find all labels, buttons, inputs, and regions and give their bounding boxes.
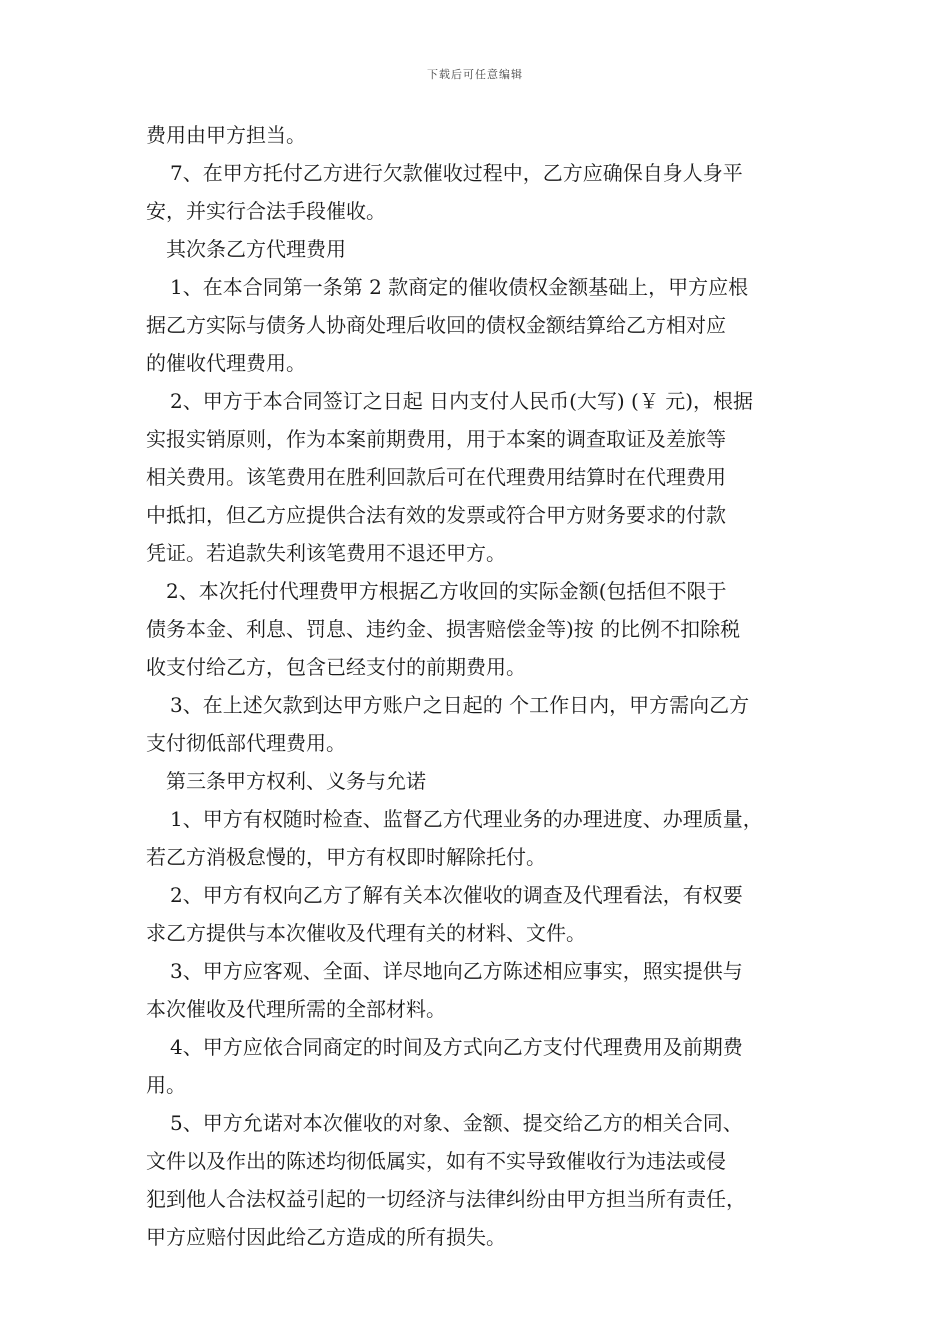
text-line: 2、甲方有权向乙方了解有关本次催收的调查及代理看法，有权要 [170,883,743,907]
text-line: 5、甲方允诺对本次催收的对象、金额、提交给乙方的相关合同、 [170,1111,743,1135]
text-line: 凭证。若追款失利该笔费用不退还甲方。 [146,541,506,565]
text-line: 2、本次托付代理费甲方根据乙方收回的实际金额(包括但不限于 [166,579,727,603]
text-line: 本次催收及代理所需的全部材料。 [146,997,446,1021]
text-line: 1、甲方有权随时检查、监督乙方代理业务的办理进度、办理质量， [170,807,763,831]
text-line: 第三条甲方权利、义务与允诺 [166,769,426,793]
text-line: 用。 [146,1073,186,1097]
text-line: 1、在本合同第一条第 2 款商定的催收债权金额基础上，甲方应根 [170,275,749,299]
text-line: 若乙方消极怠慢的，甲方有权即时解除托付。 [146,845,546,869]
text-line: 实报实销原则，作为本案前期费用，用于本案的调查取证及差旅等 [146,427,726,451]
text-line: 中抵扣，但乙方应提供合法有效的发票或符合甲方财务要求的付款 [146,503,726,527]
document-body [146,116,816,1256]
text-line: 收支付给乙方，包含已经支付的前期费用。 [146,655,526,679]
text-line: 2、甲方于本合同签订之日起 日内支付人民币(大写) (￥ 元)，根据 [170,389,754,413]
text-line: 3、甲方应客观、全面、详尽地向乙方陈述相应事实，照实提供与 [170,959,743,983]
text-line: 7、在甲方托付乙方进行欠款催收过程中，乙方应确保自身人身平 [170,161,743,185]
text-line: 4、甲方应依合同商定的时间及方式向乙方支付代理费用及前期费 [170,1035,743,1059]
text-line: 文件以及作出的陈述均彻低属实，如有不实导致催收行为违法或侵 [146,1149,726,1173]
text-line: 甲方应赔付因此给乙方造成的所有损失。 [146,1225,506,1249]
text-line: 犯到他人合法权益引起的一切经济与法律纠纷由甲方担当所有责任， [146,1187,746,1211]
text-line: 费用由甲方担当。 [146,123,306,147]
text-line: 其次条乙方代理费用 [166,237,346,261]
text-line: 的催收代理费用。 [146,351,306,375]
text-line: 3、在上述欠款到达甲方账户之日起的 个工作日内，甲方需向乙方 [170,693,750,717]
text-line: 支付彻低部代理费用。 [146,731,346,755]
text-line: 相关费用。该笔费用在胜利回款后可在代理费用结算时在代理费用 [146,465,726,489]
page-header: 下载后可任意编辑 [427,68,523,81]
text-line: 据乙方实际与债务人协商处理后收回的债权金额结算给乙方相对应 [146,313,726,337]
text-line: 债务本金、利息、罚息、违约金、损害赔偿金等)按 的比例不扣除税 [146,617,741,641]
text-line: 安，并实行合法手段催收。 [146,199,386,223]
text-line: 求乙方提供与本次催收及代理有关的材料、文件。 [146,921,586,945]
